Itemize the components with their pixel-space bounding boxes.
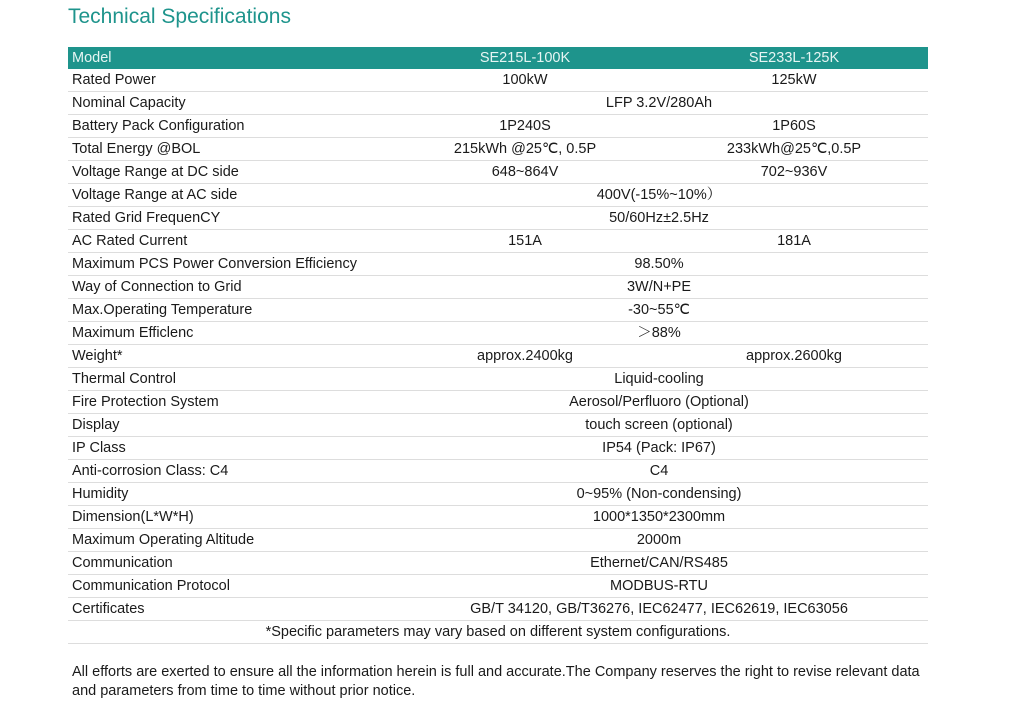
header-model-2: SE233L-125K: [660, 47, 928, 69]
header-row: [68, 47, 928, 69]
row-label: Battery Pack Configuration: [68, 115, 390, 138]
disclaimer-text: All efforts are exerted to ensure all the information herein is full and accurate.The Company reserves the right to revise relevant data and parameters from time to time without prior notice.: [72, 664, 920, 699]
row-label: Way of Connection to Grid: [68, 276, 390, 299]
row-value-shared: 400V(-15%~10%）: [390, 184, 928, 207]
table-note: *Specific parameters may vary based on different system configurations.: [68, 621, 928, 644]
table-row: [68, 483, 928, 506]
table-row: [68, 437, 928, 460]
table-row: [68, 92, 928, 115]
row-label: Maximum PCS Power Conversion Efficiency: [68, 253, 390, 276]
header-model-label: Model: [68, 47, 390, 69]
row-label: Display: [68, 414, 390, 437]
table-row: [68, 299, 928, 322]
row-value-shared: -30~55℃: [390, 299, 928, 322]
row-value-model-2: 1P60S: [660, 115, 928, 138]
row-value-shared: IP54 (Pack: IP67): [390, 437, 928, 460]
table-row: [68, 69, 928, 92]
row-label: Certificates: [68, 598, 390, 621]
row-value-model-2: 125kW: [660, 69, 928, 92]
row-label: Voltage Range at AC side: [68, 184, 390, 207]
table-row: [68, 161, 928, 184]
table-row: [68, 322, 928, 345]
row-value-shared: 2000m: [390, 529, 928, 552]
row-label: Nominal Capacity: [68, 92, 390, 115]
row-value-model-2: 233kWh@25℃,0.5P: [660, 138, 928, 161]
table-row: [68, 414, 928, 437]
row-value-model-1: 1P240S: [390, 115, 660, 138]
row-value-model-2: 702~936V: [660, 161, 928, 184]
row-label: IP Class: [68, 437, 390, 460]
row-value-shared: Ethernet/CAN/RS485: [390, 552, 928, 575]
table-row: [68, 460, 928, 483]
spec-table: [68, 47, 928, 644]
table-row: [68, 552, 928, 575]
row-label: Fire Protection System: [68, 391, 390, 414]
table-row: [68, 115, 928, 138]
row-value-shared: 3W/N+PE: [390, 276, 928, 299]
row-value-model-1: approx.2400kg: [390, 345, 660, 368]
row-value-model-2: approx.2600kg: [660, 345, 928, 368]
header-model-1: SE215L-100K: [390, 47, 660, 69]
table-row: [68, 184, 928, 207]
row-label: Communication Protocol: [68, 575, 390, 598]
row-label: Maximum Efficlenc: [68, 322, 390, 345]
row-label: Voltage Range at DC side: [68, 161, 390, 184]
table-row: [68, 368, 928, 391]
row-label: Anti-corrosion Class: C4: [68, 460, 390, 483]
row-label: Dimension(L*W*H): [68, 506, 390, 529]
row-value-shared: C4: [390, 460, 928, 483]
row-label: Weight*: [68, 345, 390, 368]
row-value-model-1: 648~864V: [390, 161, 660, 184]
table-row: [68, 345, 928, 368]
row-value-shared: 0~95% (Non-condensing): [390, 483, 928, 506]
row-value-shared: GB/T 34120, GB/T36276, IEC62477, IEC62619, IEC63056: [390, 598, 928, 621]
table-row: [68, 391, 928, 414]
row-value-shared: Liquid-cooling: [390, 368, 928, 391]
row-value-shared: LFP 3.2V/280Ah: [390, 92, 928, 115]
row-label: Maximum Operating Altitude: [68, 529, 390, 552]
row-label: Humidity: [68, 483, 390, 506]
table-row: [68, 253, 928, 276]
page-title: Technical Specifications: [68, 5, 291, 28]
row-value-shared: Aerosol/Perfluoro (Optional): [390, 391, 928, 414]
row-label: AC Rated Current: [68, 230, 390, 253]
table-row: [68, 230, 928, 253]
table-row: [68, 138, 928, 161]
row-value-shared: ＞88%: [390, 322, 928, 345]
table-row: [68, 207, 928, 230]
table-header: [68, 47, 928, 69]
row-value-shared: MODBUS-RTU: [390, 575, 928, 598]
row-value-model-1: 215kWh @25℃, 0.5P: [390, 138, 660, 161]
row-label: Thermal Control: [68, 368, 390, 391]
table-row: [68, 529, 928, 552]
row-value-shared: 1000*1350*2300mm: [390, 506, 928, 529]
table-body: [68, 69, 928, 644]
row-value-model-1: 100kW: [390, 69, 660, 92]
table-row: [68, 598, 928, 621]
row-value-shared: 98.50%: [390, 253, 928, 276]
table-note-row: [68, 621, 928, 644]
table-row: [68, 575, 928, 598]
table-row: [68, 506, 928, 529]
row-label: Max.Operating Temperature: [68, 299, 390, 322]
row-label: Rated Power: [68, 69, 390, 92]
row-label: Rated Grid FrequenCY: [68, 207, 390, 230]
row-value-model-2: 181A: [660, 230, 928, 253]
row-label: Total Energy @BOL: [68, 138, 390, 161]
row-label: Communication: [68, 552, 390, 575]
row-value-model-1: 151A: [390, 230, 660, 253]
table-row: [68, 276, 928, 299]
row-value-shared: touch screen (optional): [390, 414, 928, 437]
row-value-shared: 50/60Hz±2.5Hz: [390, 207, 928, 230]
